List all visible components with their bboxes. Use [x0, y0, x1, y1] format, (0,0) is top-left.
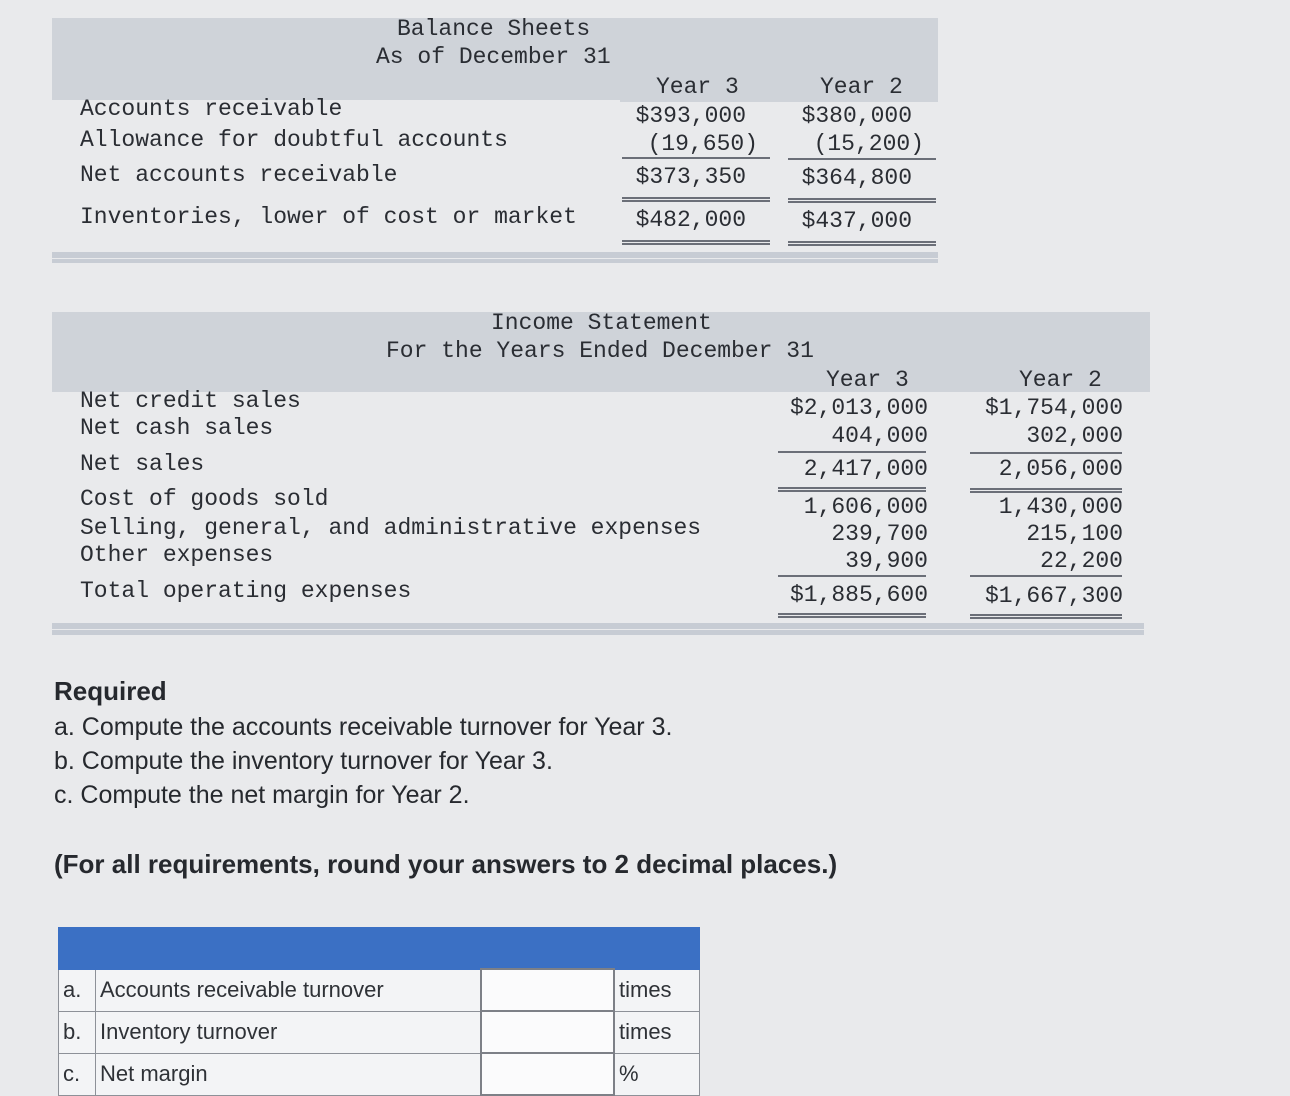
- answer-row-unit: times: [614, 969, 700, 1011]
- is-y3-cogs: 1,606,000: [803, 494, 928, 520]
- bs-label-net-ar: Net accounts receivable: [80, 162, 398, 188]
- net-margin-input[interactable]: [481, 1053, 614, 1095]
- is-y3-other-expenses: 39,900: [845, 548, 928, 574]
- balance-sheet-subtitle: As of December 31: [376, 44, 611, 70]
- is-label-net-cash-sales: Net cash sales: [80, 415, 274, 441]
- is-col-year2: Year 2: [1019, 367, 1102, 393]
- bs-bottom-bar: [52, 252, 938, 258]
- answer-table: [58, 927, 700, 1096]
- is-rule-y2-sales: [970, 452, 1122, 454]
- bs-y2-allowance: (15,200): [813, 131, 924, 157]
- inventory-turnover-input[interactable]: [481, 1011, 614, 1053]
- is-bottom-bar-2: [52, 630, 1144, 635]
- bs-y3-net-ar: $373,350: [635, 164, 746, 190]
- is-y3-sga: 239,700: [831, 521, 928, 547]
- answer-row-unit: times: [614, 1011, 700, 1053]
- bs-rule-y3: [622, 157, 770, 159]
- bs-y2-net-ar: $364,800: [801, 165, 912, 191]
- answer-table-header: [59, 928, 700, 970]
- is-y2-other-expenses: 22,200: [1040, 548, 1123, 574]
- required-heading: Required: [54, 676, 167, 706]
- is-y2-net-sales: 2,056,000: [998, 456, 1123, 482]
- is-bottom-bar: [52, 623, 1144, 629]
- balance-sheet-col-year3: Year 3: [656, 74, 739, 100]
- answer-row-label: Net margin: [96, 1053, 482, 1095]
- balance-sheet-col-year2: Year 2: [820, 74, 903, 100]
- is-dline-y2-total: [970, 614, 1122, 619]
- is-y3-total-opex: $1,885,600: [789, 582, 928, 608]
- is-col-year3: Year 3: [826, 367, 909, 393]
- bs-label-accounts-receivable: Accounts receivable: [80, 96, 343, 122]
- answer-row-letter: c.: [59, 1053, 96, 1095]
- answer-row-b: [59, 1011, 700, 1053]
- is-y2-sga: 215,100: [1026, 521, 1123, 547]
- answer-row-letter: b.: [59, 1011, 96, 1053]
- answer-row-c: [59, 1053, 700, 1095]
- answer-table-header-cell: [59, 928, 700, 970]
- required-item-a: a. Compute the accounts receivable turnover for Year 3.: [54, 713, 673, 741]
- bs-label-inventories: Inventories, lower of cost or market: [80, 204, 577, 230]
- is-label-other-expenses: Other expenses: [80, 542, 274, 568]
- is-rule-y3-sales: [778, 451, 926, 453]
- bs-dline-y3-inventories: [622, 240, 770, 245]
- bs-y2-accounts-receivable: $380,000: [801, 103, 912, 129]
- is-y2-net-credit-sales: $1,754,000: [984, 395, 1123, 421]
- bs-dline-y2-inventories: [788, 241, 936, 246]
- is-y2-cogs: 1,430,000: [998, 494, 1123, 520]
- income-statement-title: Income Statement: [491, 310, 712, 336]
- is-y2-total-opex: $1,667,300: [984, 583, 1123, 609]
- is-rule-y2-expenses: [970, 575, 1122, 577]
- rounding-note: (For all requirements, round your answers to 2 decimal places.): [54, 849, 838, 879]
- answer-row-unit: %: [614, 1053, 700, 1095]
- income-statement-subtitle: For the Years Ended December 31: [386, 338, 814, 364]
- required-item-c: c. Compute the net margin for Year 2.: [54, 781, 470, 809]
- bs-y2-inventories: $437,000: [801, 208, 912, 234]
- bs-label-allowance: Allowance for doubtful accounts: [80, 127, 508, 153]
- is-label-net-sales: Net sales: [80, 451, 205, 477]
- bs-dline-y3-net-ar: [622, 197, 770, 202]
- answer-row-letter: a.: [59, 969, 96, 1011]
- answer-row-a: [59, 969, 700, 1011]
- balance-sheet-title: Balance Sheets: [397, 16, 591, 42]
- bs-y3-allowance: (19,650): [647, 131, 758, 157]
- is-y3-net-credit-sales: $2,013,000: [789, 395, 928, 421]
- is-y3-net-cash-sales: 404,000: [831, 423, 928, 449]
- answer-row-label: Inventory turnover: [96, 1011, 482, 1053]
- is-label-sga: Selling, general, and administrative expenses: [80, 515, 702, 541]
- bs-y3-accounts-receivable: $393,000: [635, 103, 746, 129]
- ar-turnover-input[interactable]: [481, 969, 614, 1011]
- is-dline-y3-total: [778, 613, 926, 618]
- is-y3-net-sales: 2,417,000: [803, 456, 928, 482]
- bs-y3-inventories: $482,000: [635, 207, 746, 233]
- bs-rule-y2: [788, 158, 936, 160]
- is-label-net-credit-sales: Net credit sales: [80, 388, 301, 414]
- is-dline-y2-net-sales: [970, 488, 1122, 493]
- required-item-b: b. Compute the inventory turnover for Year 3.: [54, 747, 553, 775]
- is-rule-y3-expenses: [778, 575, 926, 577]
- is-y2-net-cash-sales: 302,000: [1026, 423, 1123, 449]
- is-dline-y3-net-sales: [778, 487, 926, 492]
- answer-row-label: Accounts receivable turnover: [96, 969, 482, 1011]
- is-label-total-opex: Total operating expenses: [80, 578, 412, 604]
- is-label-cogs: Cost of goods sold: [80, 486, 329, 512]
- bs-dline-y2-net-ar: [788, 198, 936, 203]
- bs-bottom-bar-2: [52, 259, 938, 263]
